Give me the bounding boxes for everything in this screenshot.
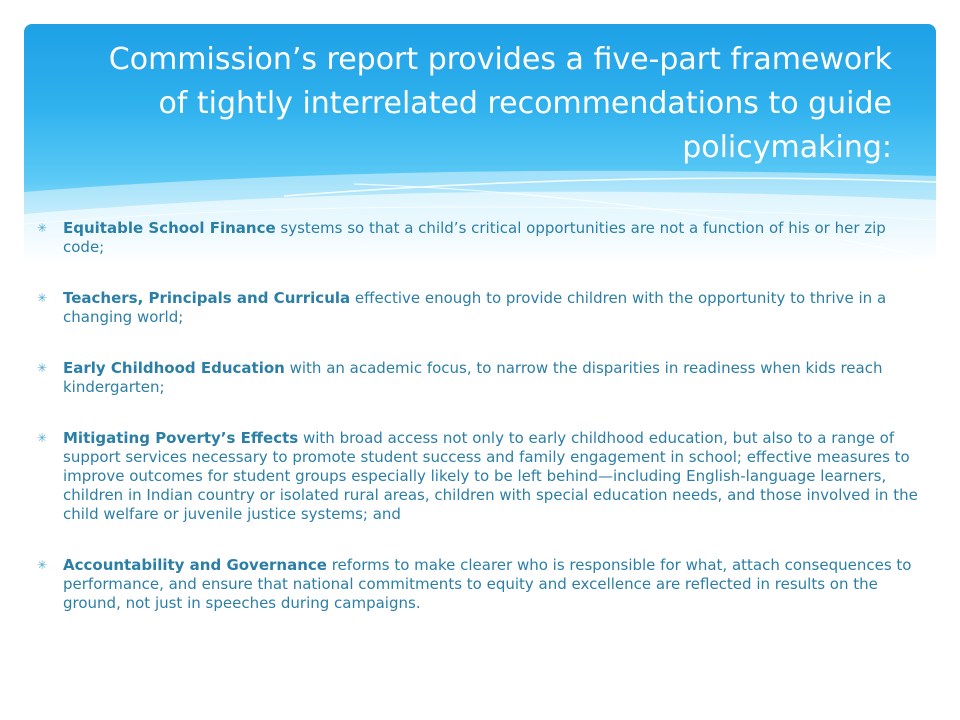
recommendations-list (37, 219, 927, 645)
star-bullet-icon: ✳ (37, 221, 48, 235)
bullet-text: systems so that a child’s critical opportunities are not a function of his or her zip code; (63, 219, 886, 256)
star-bullet-icon: ✳ (37, 291, 48, 305)
bullet-item (37, 359, 927, 397)
star-bullet-icon: ✳ (37, 431, 48, 445)
bullet-text: with an academic focus, to narrow the disparities in readiness when kids reach kindergarten; (63, 359, 883, 396)
bullet-text: effective enough to provide children with the opportunity to thrive in a changing world; (63, 289, 887, 326)
bullet-item (37, 556, 927, 613)
bullet-term: Equitable School Finance (63, 219, 276, 237)
bullet-term: Accountability and Governance (63, 556, 327, 574)
bullet-term: Early Childhood Education (63, 359, 285, 377)
bullet-term: Mitigating Poverty’s Effects (63, 429, 299, 447)
bullet-text: with broad access not only to early childhood education, but also to a range of support services necessary to promote student success and family engagement in school; effective measures to improve outcomes for student groups especially likely to be left behind—including English-language learners, children in Indian country or isolated rural areas, children with special education needs, and those involved in the child welfare or juvenile justice systems; and (63, 429, 918, 523)
bullet-item (37, 429, 927, 524)
bullet-text: reforms to make clearer who is responsible for what, attach consequences to performance, and ensure that national commitments to equity and excellence are reflected in results on the ground, not just in speeches during campaigns. (63, 556, 912, 612)
slide-title: Commission’s report provides a five-part framework of tightly interrelated recommendations to guide policymaking: (108, 42, 892, 165)
star-bullet-icon: ✳ (37, 558, 48, 572)
bullet-item (37, 219, 927, 257)
star-bullet-icon: ✳ (37, 361, 48, 375)
bullet-item (37, 289, 927, 327)
bullet-term: Teachers, Principals and Curricula (63, 289, 351, 307)
